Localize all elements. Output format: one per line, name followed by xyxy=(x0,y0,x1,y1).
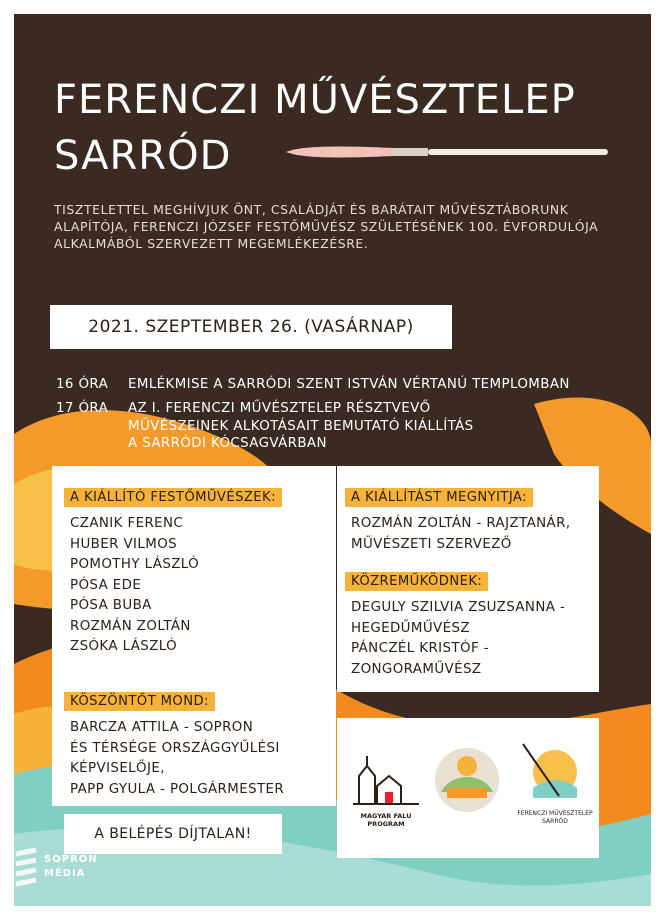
watermark-line-1: SOPRON xyxy=(44,854,98,865)
village-church-icon xyxy=(351,748,421,808)
painter-name: POMOTHY LÁSZLÓ xyxy=(70,557,200,572)
contributor-line: DEGULY SZILVIA ZSUZSANNA - xyxy=(351,600,566,615)
program-card xyxy=(337,466,599,692)
contributors-heading: KÖZREMŰKÖDNEK: xyxy=(345,572,488,591)
painter-name: ZSÓKA LÁSZLÓ xyxy=(70,639,178,654)
title-line-2: SARRÓD xyxy=(54,133,232,179)
ferenczi-logo-line-2: SARRÓD xyxy=(542,818,568,825)
greeting-heading: KÖSZÖNTŐT MOND: xyxy=(64,692,215,711)
watermark-line-2: MÉDIA xyxy=(44,868,86,879)
schedule-desc-line: MŰVÉSZEINEK ALKOTÁSAIT BEMUTATÓ KIÁLLÍTÁS xyxy=(128,418,474,434)
schedule-time: 16 ÓRA xyxy=(56,377,109,392)
magyar-falu-line-1: MAGYAR FALU xyxy=(360,812,412,820)
logos-card xyxy=(337,718,599,858)
painters-list xyxy=(70,514,199,658)
schedule-item xyxy=(56,376,636,394)
opener-line: ROZMÁN ZOLTÁN - RAJZTANÁR, xyxy=(351,516,571,531)
painter-name: PÓSA BUBA xyxy=(70,598,152,613)
schedule-desc: EMLÉKMISE A SARRÓDI SZENT ISTVÁN VÉRTANÚ TEMPLOMBAN xyxy=(128,377,570,392)
poster xyxy=(14,14,651,906)
event-date: 2021. SZEPTEMBER 26. (VASÁRNAP) xyxy=(50,305,452,349)
greeting-line: ÉS TÉRSÉGE ORSZÁGGYŰLÉSI xyxy=(70,740,280,756)
sopron-media-watermark xyxy=(14,848,98,888)
ferenczi-logo-line-1: FERENCZI MŰVÉSZTELEP xyxy=(517,810,593,817)
contributors-list xyxy=(351,598,565,680)
greeting-line: BARCZA ATTILA - SOPRON xyxy=(70,720,254,735)
schedule-desc-line: A SARRÓDI KÓCSAGVÁRBAN xyxy=(128,436,327,451)
paintbrush-icon xyxy=(284,142,614,162)
greeting-line: KÉPVISELŐJE, xyxy=(70,761,165,776)
sopron-media-logo-icon xyxy=(14,848,40,888)
painter-name: HUBER VILMOS xyxy=(70,536,178,552)
contributor-line: PÁNCZÉL KRISTÓF - xyxy=(351,641,489,656)
painter-name: CZANIK FERENC xyxy=(70,516,184,531)
greeting-list xyxy=(70,718,284,800)
ferenczi-sun-brush-icon xyxy=(515,738,595,806)
ferenczi-logo xyxy=(515,738,595,826)
painter-name: PÓSA EDE xyxy=(70,577,142,593)
intro-text: TISZTELETTEL MEGHÍVJUK ÖNT, CSALÁDJÁT ÉS BARÁTAIT MŰVÉSZTÁBORUNK ALAPÍTÓJA, FERENCZI JÓZSEF FESTŐMŰVÉSZ SZÜLETÉSÉNEK 100. ÉVFORDULÓJA ALKALMÁBÓL SZERVEZETT MEGEMLÉKEZÉSRE. xyxy=(54,202,599,251)
magyar-falu-logo xyxy=(351,748,421,828)
contributor-line: HEGEDŰMŰVÉSZ xyxy=(351,620,470,636)
magyar-falu-line-2: PROGRAM xyxy=(367,820,405,828)
performers-card xyxy=(52,466,336,806)
opener-heading: A KIÁLLÍTÁST MEGNYITJA: xyxy=(345,488,533,507)
free-entry-banner: A BELÉPÉS DÍJTALAN! xyxy=(64,814,282,854)
schedule-desc-line: AZ I. FERENCZI MŰVÉSZTELEP RÉSZTVEVŐ xyxy=(128,401,431,416)
opener-line: MŰVÉSZETI SZERVEZŐ xyxy=(351,536,512,552)
opener-list xyxy=(351,514,570,555)
contributor-line: ZONGORAMŰVÉSZ xyxy=(351,661,482,677)
poster-title xyxy=(54,72,576,184)
artist-camp-badge-icon xyxy=(427,738,507,828)
artist-camp-badge xyxy=(427,738,507,832)
schedule-time: 17 ÓRA xyxy=(56,401,109,416)
painter-name: ROZMÁN ZOLTÁN xyxy=(70,618,191,634)
painters-heading: A KIÁLLÍTÓ FESTŐMŰVÉSZEK: xyxy=(64,488,282,507)
schedule-item xyxy=(56,400,636,456)
title-line-1: FERENCZI MŰVÉSZTELEP xyxy=(54,77,576,123)
greeting-line: PAPP GYULA - POLGÁRMESTER xyxy=(70,781,285,797)
